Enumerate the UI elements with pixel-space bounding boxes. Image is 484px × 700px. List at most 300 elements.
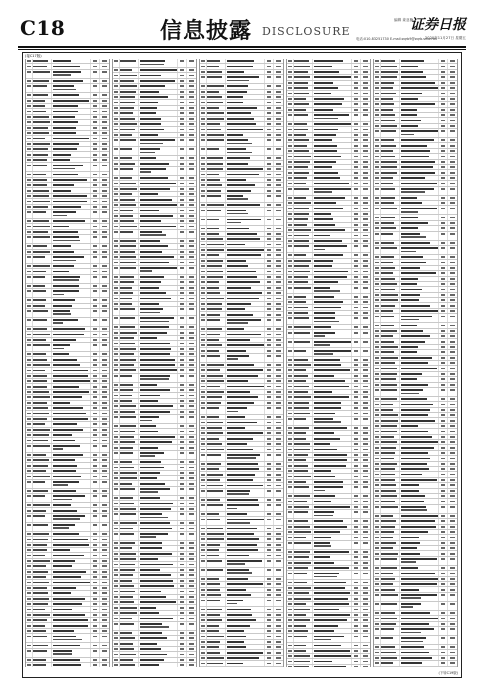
row-value-text	[267, 298, 271, 300]
row-name-text	[140, 157, 156, 159]
row-code-text	[381, 98, 393, 100]
row-index-text	[375, 628, 379, 630]
row-index-text	[375, 103, 379, 105]
row-name-text	[314, 526, 347, 528]
row-code-text	[381, 351, 394, 353]
row-value-text	[354, 438, 358, 440]
row-code-text	[294, 317, 309, 319]
row-index-text	[27, 386, 31, 388]
row-name-text	[140, 359, 175, 361]
row-index-text	[375, 188, 379, 190]
row-value-text	[189, 69, 194, 71]
row-name-text	[401, 531, 428, 533]
row-code-text	[120, 245, 136, 247]
row-index-text	[114, 654, 118, 656]
row-value-text	[102, 143, 107, 145]
row-code-text	[33, 429, 50, 431]
row-value-text	[276, 204, 281, 206]
row-name-text	[227, 479, 253, 481]
row-name-text-line2	[227, 198, 248, 200]
row-index-text	[114, 353, 118, 355]
row-value-text	[354, 229, 358, 231]
row-value-text	[354, 592, 358, 594]
row-value-text	[180, 226, 184, 228]
row-index-text	[288, 197, 292, 199]
row-name-text	[53, 524, 75, 526]
row-index-text	[27, 375, 31, 377]
row-value-text	[102, 650, 107, 652]
row-value-text	[450, 66, 455, 68]
row-code-text	[381, 139, 394, 141]
row-value-text	[441, 515, 445, 517]
row-index-text	[288, 407, 292, 409]
row-name-text-line2	[227, 563, 245, 565]
row-value-text	[267, 614, 271, 616]
row-name-text	[53, 127, 76, 129]
row-code-text	[207, 663, 223, 665]
row-index-text	[114, 343, 118, 345]
row-value-text	[354, 235, 358, 237]
row-name-text	[227, 641, 244, 643]
row-value-text	[450, 490, 455, 492]
row-code-text	[120, 220, 134, 222]
row-index-text	[201, 118, 205, 120]
row-value-text	[267, 249, 271, 251]
row-value-text	[441, 603, 445, 605]
row-value-text	[450, 325, 455, 327]
row-name-text	[53, 603, 82, 605]
row-name-text	[314, 129, 338, 131]
row-value-text	[93, 386, 97, 388]
row-name-text	[314, 520, 343, 522]
row-name-text	[314, 307, 341, 309]
row-value-text	[267, 416, 271, 418]
row-name-text	[140, 215, 173, 217]
row-value-text	[450, 506, 455, 508]
row-name-text	[227, 538, 259, 540]
row-value-text	[450, 436, 455, 438]
row-code-text	[294, 427, 309, 429]
row-index-text	[114, 292, 118, 294]
table-row	[374, 636, 457, 645]
row-name-text	[401, 262, 426, 264]
row-index-text	[288, 332, 292, 334]
row-code-text	[120, 276, 134, 278]
row-name-text	[140, 513, 162, 515]
row-value-text	[276, 298, 281, 300]
table-row	[26, 235, 109, 244]
disclosure-table-area	[22, 52, 462, 678]
row-value-text	[354, 661, 358, 663]
row-code-text	[381, 425, 397, 427]
row-index-text	[288, 396, 292, 398]
row-code-text	[294, 537, 306, 539]
row-name-text-line2	[53, 279, 79, 281]
row-code-text	[33, 396, 50, 398]
row-name-text	[401, 447, 434, 449]
row-name-text-line2	[314, 545, 331, 547]
row-index-text	[375, 520, 379, 522]
row-code-text	[294, 254, 306, 256]
row-index-text	[201, 228, 205, 230]
row-code-text	[294, 375, 308, 377]
row-name-text-line2	[140, 234, 166, 236]
row-code-text	[381, 93, 396, 95]
row-index-text	[114, 452, 118, 454]
row-code-text	[294, 240, 309, 242]
row-value-text	[267, 344, 271, 346]
row-value-text	[102, 290, 107, 292]
row-index-text	[27, 445, 31, 447]
row-value-text	[189, 96, 194, 98]
row-name-text	[140, 384, 157, 386]
row-code-text	[207, 443, 222, 445]
row-value-text	[354, 326, 358, 328]
row-code-text	[207, 641, 220, 643]
row-index-text	[27, 359, 31, 361]
row-index-text	[375, 222, 379, 224]
row-name-text	[314, 82, 333, 84]
row-value-text	[267, 402, 271, 404]
row-value-text	[363, 551, 368, 553]
row-value-text	[363, 587, 368, 589]
row-index-text	[114, 85, 118, 87]
row-value-text	[93, 256, 97, 258]
row-name-text	[401, 125, 418, 127]
row-value-text	[450, 227, 455, 229]
row-index-text	[288, 443, 292, 445]
row-value-text	[354, 145, 358, 147]
row-value-text	[189, 60, 194, 62]
row-index-text	[288, 609, 292, 611]
row-value-text	[102, 236, 107, 238]
row-name-text	[401, 330, 423, 332]
row-value-text	[180, 107, 184, 109]
row-code-text	[207, 276, 223, 278]
row-value-text	[267, 179, 271, 181]
row-name-text	[53, 650, 72, 652]
row-code-text	[33, 440, 48, 442]
row-name-text-line2	[227, 213, 248, 215]
row-index-text	[375, 573, 379, 575]
row-name-text	[314, 486, 343, 488]
row-value-text	[363, 427, 368, 429]
row-code-text	[207, 91, 219, 93]
row-value-text	[102, 66, 107, 68]
row-value-text	[189, 134, 194, 136]
row-name-text	[53, 105, 78, 107]
row-value-text	[363, 161, 368, 163]
row-name-text-line2	[140, 626, 169, 628]
table-row	[200, 147, 283, 156]
row-name-text	[140, 129, 164, 131]
row-code-text	[294, 582, 307, 584]
row-code-text	[207, 549, 219, 551]
row-value-text	[180, 477, 184, 479]
table-row	[26, 523, 109, 532]
row-value-text	[180, 558, 184, 560]
row-name-text-line2	[140, 143, 163, 145]
row-name-text-line2	[227, 411, 238, 413]
row-code-text	[120, 623, 134, 625]
row-code-text	[294, 443, 310, 445]
row-index-text	[288, 625, 292, 627]
row-name-text	[401, 256, 423, 258]
row-value-text	[276, 479, 281, 481]
row-index-text	[27, 524, 31, 526]
row-name-text	[140, 425, 156, 427]
row-name-text	[227, 350, 246, 352]
row-name-text	[314, 470, 331, 472]
row-name-text	[140, 564, 173, 566]
row-name-text	[227, 663, 243, 665]
row-name-text	[227, 600, 243, 602]
row-name-text	[314, 454, 347, 456]
row-code-text	[381, 652, 396, 654]
row-code-text	[120, 637, 135, 639]
row-code-text	[381, 398, 397, 400]
row-index-text	[27, 121, 31, 123]
row-code-text	[33, 571, 48, 573]
row-code-text	[120, 262, 136, 264]
row-index-text	[27, 184, 31, 186]
row-name-text	[140, 659, 164, 661]
row-code-text	[294, 332, 310, 334]
row-index-text	[201, 308, 205, 310]
row-index-text	[114, 416, 118, 418]
row-value-text	[93, 510, 97, 512]
table-row	[26, 70, 109, 79]
row-value-text	[441, 490, 445, 492]
row-code-text	[381, 558, 397, 560]
row-name-text	[401, 594, 437, 596]
row-index-text	[114, 129, 118, 131]
row-code-text	[33, 85, 47, 87]
row-code-text	[294, 172, 309, 174]
table-row	[113, 307, 196, 316]
row-name-text	[401, 458, 430, 460]
row-value-text	[363, 386, 368, 388]
row-name-text	[401, 628, 434, 630]
row-value-text	[441, 114, 445, 116]
table-row	[26, 649, 109, 658]
row-value-text	[441, 373, 445, 375]
table-row	[374, 314, 457, 323]
row-value-text	[267, 555, 271, 557]
row-value-text	[267, 85, 271, 87]
row-name-text	[401, 589, 419, 591]
table-row	[200, 453, 283, 462]
row-name-text	[53, 85, 74, 87]
row-value-text	[276, 528, 281, 530]
row-value-text	[450, 567, 455, 569]
row-value-text	[450, 109, 455, 111]
row-code-text	[294, 87, 308, 89]
row-value-text	[441, 662, 445, 664]
row-value-text	[189, 513, 194, 515]
row-value-text	[450, 145, 455, 147]
row-index-text	[288, 661, 292, 663]
row-name-text	[53, 454, 83, 456]
row-value-text	[93, 587, 97, 589]
row-index-text	[114, 664, 118, 666]
row-value-text	[276, 195, 281, 197]
row-value-text	[354, 443, 358, 445]
row-value-text	[276, 107, 281, 109]
row-index-text	[27, 544, 31, 546]
row-index-text	[27, 310, 31, 312]
table-row	[374, 206, 457, 215]
row-code-text	[207, 499, 220, 501]
row-code-text	[33, 407, 48, 409]
row-name-text	[314, 511, 334, 513]
row-value-text	[189, 245, 194, 247]
row-code-text	[33, 650, 47, 652]
row-code-text	[381, 431, 397, 433]
row-value-text	[180, 96, 184, 98]
row-index-text	[375, 384, 379, 386]
row-index-text	[201, 549, 205, 551]
row-index-text	[288, 542, 292, 544]
row-code-text	[381, 583, 393, 585]
row-index-text	[375, 578, 379, 580]
row-code-text	[33, 190, 49, 192]
row-name-text	[53, 121, 78, 123]
row-code-text	[381, 436, 394, 438]
row-name-text	[314, 573, 339, 575]
row-code-text	[207, 636, 224, 638]
row-value-text	[441, 305, 445, 307]
table-row	[200, 559, 283, 568]
row-code-text	[33, 539, 48, 541]
row-value-text	[354, 486, 358, 488]
row-code-text	[381, 414, 398, 416]
row-index-text	[375, 93, 379, 95]
row-name-text	[401, 567, 418, 569]
row-code-text	[33, 319, 47, 321]
row-index-text	[375, 357, 379, 359]
row-value-text	[93, 440, 97, 442]
row-value-text	[276, 60, 281, 62]
row-value-text	[363, 341, 368, 343]
continued-from-label: (接C17版)	[25, 54, 42, 58]
row-name-text	[227, 657, 259, 659]
row-value-text	[363, 391, 368, 393]
row-value-text	[363, 312, 368, 314]
row-code-text	[294, 197, 306, 199]
row-name-text	[227, 276, 257, 278]
row-value-text	[276, 513, 281, 515]
row-code-text	[294, 235, 309, 237]
row-name-text	[227, 308, 245, 310]
row-value-text	[93, 251, 97, 253]
row-value-text	[267, 422, 271, 424]
row-index-text	[375, 87, 379, 89]
row-code-text	[120, 148, 132, 150]
row-value-text	[189, 654, 194, 656]
row-name-text	[227, 204, 260, 206]
row-index-text	[375, 623, 379, 625]
row-value-text	[354, 526, 358, 528]
row-value-text	[93, 454, 97, 456]
row-name-text-line2	[140, 321, 169, 323]
row-value-text	[441, 66, 445, 68]
row-index-text	[114, 231, 118, 233]
table-row	[113, 451, 196, 460]
row-value-text	[189, 441, 194, 443]
row-value-text	[180, 287, 184, 289]
row-index-text	[288, 287, 292, 289]
row-name-text	[227, 396, 258, 398]
row-value-text	[180, 118, 184, 120]
row-name-text	[140, 199, 172, 201]
row-value-text	[180, 547, 184, 549]
row-name-text	[314, 177, 340, 179]
row-code-text	[33, 587, 47, 589]
row-index-text	[114, 75, 118, 77]
row-code-text	[381, 262, 393, 264]
row-name-text	[227, 219, 261, 221]
row-name-text	[227, 519, 264, 521]
row-name-text	[53, 555, 84, 557]
row-value-text	[93, 231, 97, 233]
row-value-text	[354, 265, 358, 267]
row-name-text	[314, 301, 343, 303]
row-value-text	[102, 636, 107, 638]
row-index-text	[27, 630, 31, 632]
row-value-text	[102, 454, 107, 456]
row-code-text	[207, 334, 220, 336]
table-row	[113, 138, 196, 147]
row-index-text	[27, 495, 31, 497]
row-index-text	[288, 177, 292, 179]
row-name-text-line2	[53, 294, 64, 296]
row-value-text	[180, 574, 184, 576]
row-value-text	[102, 370, 107, 372]
row-code-text	[294, 418, 306, 420]
row-code-text	[33, 195, 49, 197]
table-row	[26, 343, 109, 352]
row-code-text	[294, 636, 307, 638]
row-index-text	[201, 513, 205, 515]
row-name-text	[314, 501, 331, 503]
row-index-text	[288, 229, 292, 231]
row-value-text	[102, 353, 107, 355]
row-code-text	[33, 592, 48, 594]
row-name-text	[140, 528, 172, 530]
row-index-text	[114, 188, 118, 190]
row-value-text	[363, 645, 368, 647]
row-value-text	[180, 359, 184, 361]
row-value-text	[441, 431, 445, 433]
row-code-text	[120, 139, 136, 141]
row-value-text	[363, 501, 368, 503]
row-name-text	[314, 655, 351, 657]
row-name-text	[53, 359, 77, 361]
row-code-text	[33, 636, 47, 638]
row-value-text	[93, 143, 97, 145]
row-code-text	[120, 215, 133, 217]
row-index-text	[201, 589, 205, 591]
row-value-text	[93, 504, 97, 506]
row-value-text	[93, 179, 97, 181]
row-value-text	[363, 76, 368, 78]
row-index-text	[375, 484, 379, 486]
row-code-text	[381, 447, 396, 449]
row-code-text	[33, 334, 50, 336]
row-name-text	[314, 636, 344, 638]
row-name-text	[401, 183, 437, 185]
